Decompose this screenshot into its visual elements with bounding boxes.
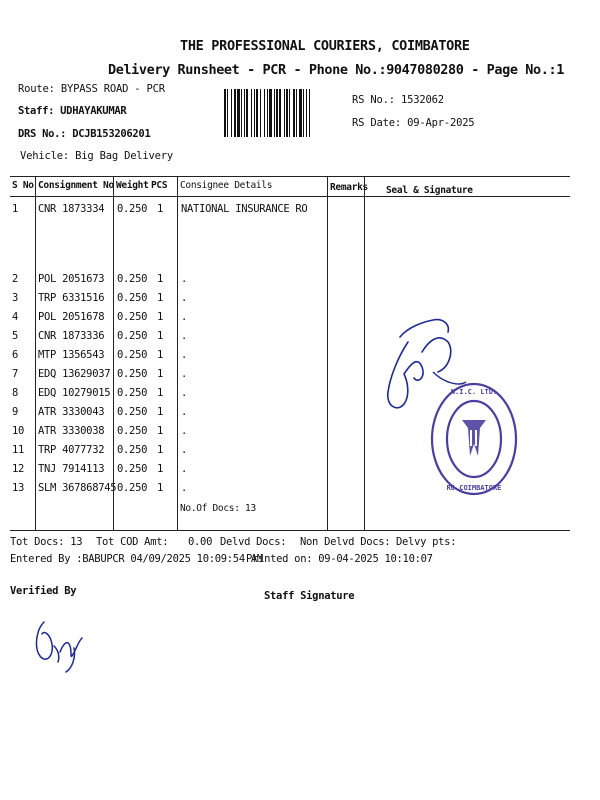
row-weight: 0.250 [117, 368, 148, 380]
row-pcs: 1 [157, 292, 164, 304]
barcode-bar [267, 89, 268, 137]
barcode-bar [241, 89, 242, 137]
row-consignment: EDQ 10279015 [38, 387, 111, 399]
row-consignment: TNJ 7914113 [38, 463, 105, 475]
staff-signature-label: Staff Signature [264, 590, 355, 602]
verifier-signature [30, 612, 90, 674]
total-cod-label: Tot COD Amt: [96, 536, 169, 548]
barcode-bar [303, 89, 304, 137]
barcode-bar [274, 89, 275, 137]
row-pcs: 1 [157, 330, 164, 342]
header-weight: Weight [116, 180, 149, 191]
row-sno: 10 [12, 425, 25, 437]
table-header-rule [10, 196, 570, 197]
barcode-bar [284, 89, 285, 137]
row-sno: 9 [12, 406, 19, 418]
barcode-bar [293, 89, 295, 137]
row-sno: 8 [12, 387, 19, 399]
row-consignee: . [181, 406, 188, 418]
col-divider-consignment [113, 176, 114, 530]
barcode-bar [237, 89, 240, 137]
row-consignee: . [181, 349, 188, 361]
barcode-bar [234, 89, 236, 137]
row-sno: 5 [12, 330, 19, 342]
vehicle-label: Vehicle: Big Bag Delivery [20, 150, 174, 162]
rs-date: RS Date: 09-Apr-2025 [352, 117, 475, 129]
barcode-graphic [224, 89, 340, 137]
row-consignee: NATIONAL INSURANCE RO [181, 203, 308, 215]
runsheet-title: Delivery Runsheet - PCR - Phone No.:9047080280 - Page No.:1 [108, 62, 564, 78]
row-consignee: . [181, 463, 188, 475]
barcode-bar [244, 89, 245, 137]
table-top-rule [10, 176, 570, 177]
row-consignee: . [181, 273, 188, 285]
row-weight: 0.250 [117, 444, 148, 456]
row-sno: 1 [12, 203, 19, 215]
header-consignee: Consignee Details [180, 180, 273, 191]
row-weight: 0.250 [117, 292, 148, 304]
stamp-bottom-text: RO COIMBATORE [446, 484, 502, 492]
row-consignee: . [181, 292, 188, 304]
barcode-bar [276, 89, 278, 137]
row-sno: 11 [12, 444, 25, 456]
row-weight: 0.250 [117, 482, 148, 494]
row-weight: 0.250 [117, 203, 148, 215]
header-pcs: PCS [151, 180, 168, 191]
barcode-bar [286, 89, 288, 137]
row-sno: 4 [12, 311, 19, 323]
row-weight: 0.250 [117, 273, 148, 285]
barcode-bar [260, 89, 261, 137]
drs-number: DRS No.: DCJB153206201 [18, 128, 151, 140]
delivery-points: Delvy pts: [396, 536, 457, 548]
barcode-bar [227, 89, 228, 137]
row-consignment: SLM 367868745 [38, 482, 117, 494]
row-consignee: . [181, 330, 188, 342]
barcode-bar [306, 89, 307, 137]
barcode-bar [269, 89, 272, 137]
col-divider-remarks [364, 176, 365, 530]
total-cod-value: 0.00 [188, 536, 213, 548]
barcode-bar [251, 89, 252, 137]
total-docs: Tot Docs: 13 [10, 536, 83, 548]
row-sno: 13 [12, 482, 25, 494]
row-weight: 0.250 [117, 349, 148, 361]
barcode-bar [296, 89, 297, 137]
header-consignment: Consignment No [38, 180, 114, 191]
row-consignment: EDQ 13629037 [38, 368, 111, 380]
row-sno: 6 [12, 349, 19, 361]
company-seal-stamp [428, 380, 520, 498]
barcode-bar [231, 89, 232, 137]
row-consignee: . [181, 368, 188, 380]
row-consignment: TRP 6331516 [38, 292, 105, 304]
row-weight: 0.250 [117, 463, 148, 475]
rs-number: RS No.: 1532062 [352, 94, 444, 106]
stamp-top-text: N.I.C. LTD. [450, 388, 498, 396]
col-divider-pcs [177, 176, 178, 530]
barcode-bar [264, 89, 265, 137]
row-weight: 0.250 [117, 425, 148, 437]
barcode-bar [309, 89, 310, 137]
company-name: THE PROFESSIONAL COURIERS, COIMBATORE [180, 38, 470, 54]
staff-label: Staff: UDHAYAKUMAR [18, 105, 127, 117]
row-pcs: 1 [157, 349, 164, 361]
row-consignee: . [181, 311, 188, 323]
header-remarks: Remarks [330, 182, 368, 193]
row-consignment: ATR 3330043 [38, 406, 105, 418]
barcode-bar [299, 89, 302, 137]
row-weight: 0.250 [117, 311, 148, 323]
row-consignment: POL 2051673 [38, 273, 105, 285]
header-seal: Seal & Signature [386, 185, 473, 196]
barcode-bar [224, 89, 226, 137]
row-sno: 7 [12, 368, 19, 380]
entered-by: Entered By :BABUPCR 04/09/2025 10:09:54 AM [10, 553, 263, 565]
row-weight: 0.250 [117, 330, 148, 342]
non-delivered-docs: Non Delvd Docs: [300, 536, 391, 548]
printed-on: Printed on: 09-04-2025 10:10:07 [246, 553, 433, 565]
row-pcs: 1 [157, 273, 164, 285]
row-consignee: . [181, 482, 188, 494]
row-weight: 0.250 [117, 387, 148, 399]
row-consignment: MTP 1356543 [38, 349, 105, 361]
table-bottom-rule [10, 530, 570, 531]
row-consignee: . [181, 425, 188, 437]
row-pcs: 1 [157, 368, 164, 380]
row-consignment: ATR 3330038 [38, 425, 105, 437]
row-pcs: 1 [157, 482, 164, 494]
col-divider-consignee [327, 176, 328, 530]
header-sno: S No [12, 180, 34, 191]
delivered-docs: Delvd Docs: [220, 536, 287, 548]
row-consignment: TRP 4077732 [38, 444, 105, 456]
row-sno: 2 [12, 273, 19, 285]
row-sno: 3 [12, 292, 19, 304]
barcode-bar [254, 89, 255, 137]
row-pcs: 1 [157, 406, 164, 418]
row-consignment: CNR 1873334 [38, 203, 105, 215]
barcode-bar [246, 89, 248, 137]
barcode-bar [289, 89, 290, 137]
row-pcs: 1 [157, 463, 164, 475]
doc-count: No.Of Docs: 13 [180, 503, 256, 514]
barcode-bar [256, 89, 258, 137]
row-consignee: . [181, 387, 188, 399]
row-consignment: CNR 1873336 [38, 330, 105, 342]
row-pcs: 1 [157, 387, 164, 399]
barcode-bar [279, 89, 281, 137]
row-pcs: 1 [157, 444, 164, 456]
row-pcs: 1 [157, 203, 164, 215]
row-pcs: 1 [157, 425, 164, 437]
row-consignee: . [181, 444, 188, 456]
row-sno: 12 [12, 463, 25, 475]
row-pcs: 1 [157, 311, 164, 323]
route-label: Route: BYPASS ROAD - PCR [18, 83, 165, 95]
row-consignment: POL 2051678 [38, 311, 105, 323]
verified-by-label: Verified By [10, 585, 77, 597]
row-weight: 0.250 [117, 406, 148, 418]
col-divider-sno [35, 176, 36, 530]
